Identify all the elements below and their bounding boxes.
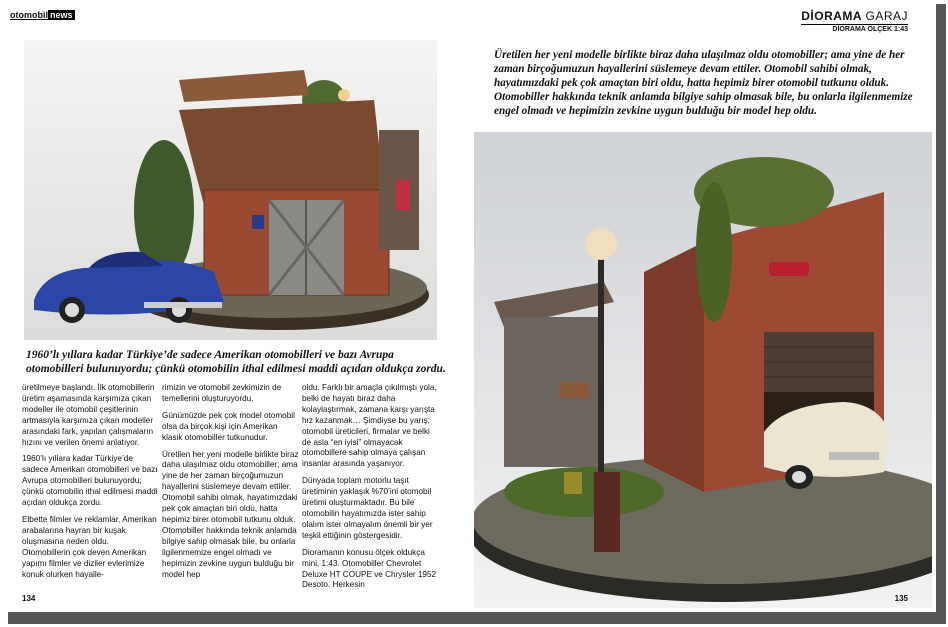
page-shadow-right <box>936 4 946 616</box>
section-title-light: GARAJ <box>865 9 908 23</box>
right-page <box>474 0 944 610</box>
paragraph: Dünyada toplam motorlu taşıt üretiminin yaklaşık %70’ini otomobil üretimi oluşturmaktadır. Bu bile otomobilin hayatımızda ister sahip olalım ister olmayalım önemli bir yer teşkil ettiğinin göstergesidir. <box>302 476 433 540</box>
text-column-2 <box>162 383 299 586</box>
section-title <box>801 9 908 33</box>
left-page <box>4 0 475 610</box>
paragraph: Elbette filmler ve reklamlar, Amerikan arabalarına hayran bir kuşak oluşmasına neden oldu. Otomobillerin çok deven Amerikan yapımı filmler ve diziler evlerimize konuk olurken hayalle- <box>22 514 157 579</box>
photo-caption-left: 1960’lı yıllara kadar Türkiye’de sadece Amerikan otomobilleri ve bazı Avrupa otomobilleri bulunuyordu; çünkü otomobilin ithal edilmesi maddi açıdan oldukça zordu. <box>26 349 446 375</box>
text-column-1 <box>22 383 159 586</box>
section-subtitle: DİORAMA ÖLÇEK 1:43 <box>801 24 908 33</box>
paragraph: oldu. Farklı bir amaçla çıkılmıştı yola, belki de hayatı biraz daha kolaylaştırmak, zamana karşı yarışta hız kazanmak… Şimdiyse bu yarış; otomobil üreticileri, firmalar ve belki de asla “en iyisi” olmayacak otomobillere sahip olmaya çalışan insanlar arasında yaşanıyor. <box>302 383 437 469</box>
paragraph: Üretilen her yeni modelle birlikte biraz daha ulaşılmaz oldu otomobiller; ama yine de her zaman birçoğumuzun hayallerini süslemeye devam ettiler. Otomobil sahibi olmak, hayatımızdaki pek çok amaçtan biri oldu, hatta hepimiz birer otomobil tutkunu olduk. Otomobiller hakkında teknik anlamda bilgiye sahip olmasak bile, bu onlarla ilgilenmemize engel olmadı ve hepimizin zevkine uygun bulduğu bir model hep <box>162 449 299 579</box>
paragraph: üretilmeye başlandı. İlk otomobillerin üretim aşamasında karşımıza çıkan modeller ile otomobil çeşitlerinin artmasıyla karşımıza çıkan modeller arasındaki fark, yapılan çalışmaların hızını ve verilen önemi anlatıyor. <box>22 383 155 447</box>
paragraph: Günümüzde pek çok model otomobil olsa da birçok kişi için Amerikan klasik otomobiller tutkunudur. <box>162 410 295 442</box>
photo-caption-right: Üretilen her yeni modelle birlikte biraz daha ulaşılmaz oldu otomobiller; ama yine de her zaman birçoğumuzun hayallerini süslemeye devam ettiler. Otomobil sahibi olmak, hayatımızdaki pek çok amaçtan biri oldu, hatta hepimiz birer otomobil tutkunu olduk. Otomobiller hakkında teknik anlamda bilgiye sahip olmasak bile, bu onlarla ilgilenmemize engel olmadı ve hepimizin zevkine uygun bulduğu bir model hep oldu. <box>494 49 913 117</box>
text-column-3 <box>302 383 439 597</box>
section-title-bold: DİORAMA <box>801 9 862 23</box>
page-number-left: 134 <box>22 594 36 603</box>
page-number-right: 135 <box>894 594 908 603</box>
brand-name: otomobil <box>10 10 48 20</box>
brand-tag: news <box>50 10 73 20</box>
paragraph: 1960’lı yıllara kadar Türkiye’de sadece Amerikan otomobilleri ve bazı Avrupa otomobilleri bulunuyordu; çünkü otomobilin ithal edilmesi maddi açıdan oldukça zordu. <box>22 454 158 508</box>
paragraph: rimizin ve otomobil zevkimizin de temellerini oluşturuyordu. <box>162 383 282 403</box>
magazine-masthead <box>10 10 75 20</box>
diorama-photo-garage-blue-car <box>24 40 437 340</box>
diorama-photo-garage-white-car <box>474 132 932 608</box>
page-shadow-bottom <box>8 612 946 624</box>
paragraph: Dioramanın konusu ölçek oldukça mini, 1:43. Otomobiller Chevrolet Deluxe HT COUPE ve Chrysler 1952 Desoto. Herkesin <box>302 547 437 590</box>
